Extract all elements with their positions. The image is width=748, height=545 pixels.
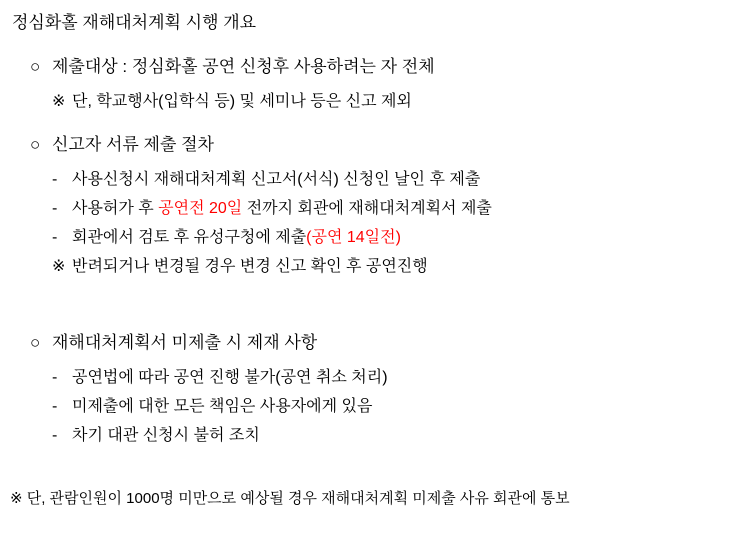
circle-marker-icon: ○ [30, 135, 41, 154]
page-title: 정심화홀 재해대처계획 시행 개요 [12, 13, 257, 32]
dash-marker-icon: - [52, 171, 58, 188]
circle-marker-icon: ○ [30, 333, 41, 352]
dash-marker-icon: - [52, 427, 58, 444]
list-item-text: 단, 학교행사(입학식 등) 및 세미나 등은 신고 제외 [72, 93, 412, 110]
list-item [30, 87, 435, 116]
list-item-text: 공연법에 따라 공연 진행 불가(공연 취소 처리) [72, 369, 388, 386]
list-item [30, 165, 492, 194]
list-item [30, 421, 388, 450]
highlight-text: 공연전 20일 [158, 200, 243, 217]
section-heading [30, 130, 492, 159]
list-item-text: 미제출에 대한 모든 책임은 사용자에게 있음 [72, 398, 373, 415]
dash-marker-icon: - [52, 229, 58, 246]
list-item-text: 사용신청시 재해대처계획 신고서(서식) 신청인 날인 후 제출 [72, 171, 481, 188]
section-heading-text: 신고자 서류 제출 절차 [52, 135, 214, 154]
list-item-text: 차기 대관 신청시 불허 조치 [72, 427, 260, 444]
section-submission-process [30, 130, 492, 281]
dash-marker-icon: - [52, 398, 58, 415]
reference-marker-icon: ※ [52, 93, 66, 110]
section-heading-text: 제출대상 : 정심화홀 공연 신청후 사용하려는 자 전체 [52, 57, 435, 76]
list-item [30, 392, 388, 421]
list-item [30, 223, 492, 252]
section-penalties [30, 328, 388, 450]
list-item [30, 194, 492, 223]
list-item-text-after: 전까지 회관에 재해대처계획서 제출 [242, 200, 492, 217]
circle-marker-icon: ○ [30, 57, 41, 76]
footnote: ※ 단, 관람인원이 1000명 미만으로 예상될 경우 재해대처계획 미제출 사유 회관에 통보 [10, 490, 570, 507]
list-item-text: 반려되거나 변경될 경우 변경 신고 확인 후 공연진행 [72, 258, 428, 275]
section-heading [30, 328, 388, 357]
section-heading [30, 52, 435, 81]
reference-marker-icon: ※ [52, 258, 66, 275]
dash-marker-icon: - [52, 200, 58, 217]
list-item-text-before: 회관에서 검토 후 유성구청에 제출 [72, 229, 307, 246]
list-item [30, 363, 388, 392]
list-item [30, 252, 492, 281]
list-item-text-before: 사용허가 후 [72, 200, 159, 217]
section-heading-text: 재해대처계획서 미제출 시 제재 사항 [52, 333, 318, 352]
highlight-text: (공연 14일전) [306, 229, 401, 246]
dash-marker-icon: - [52, 369, 58, 386]
section-submission-target [30, 52, 435, 116]
